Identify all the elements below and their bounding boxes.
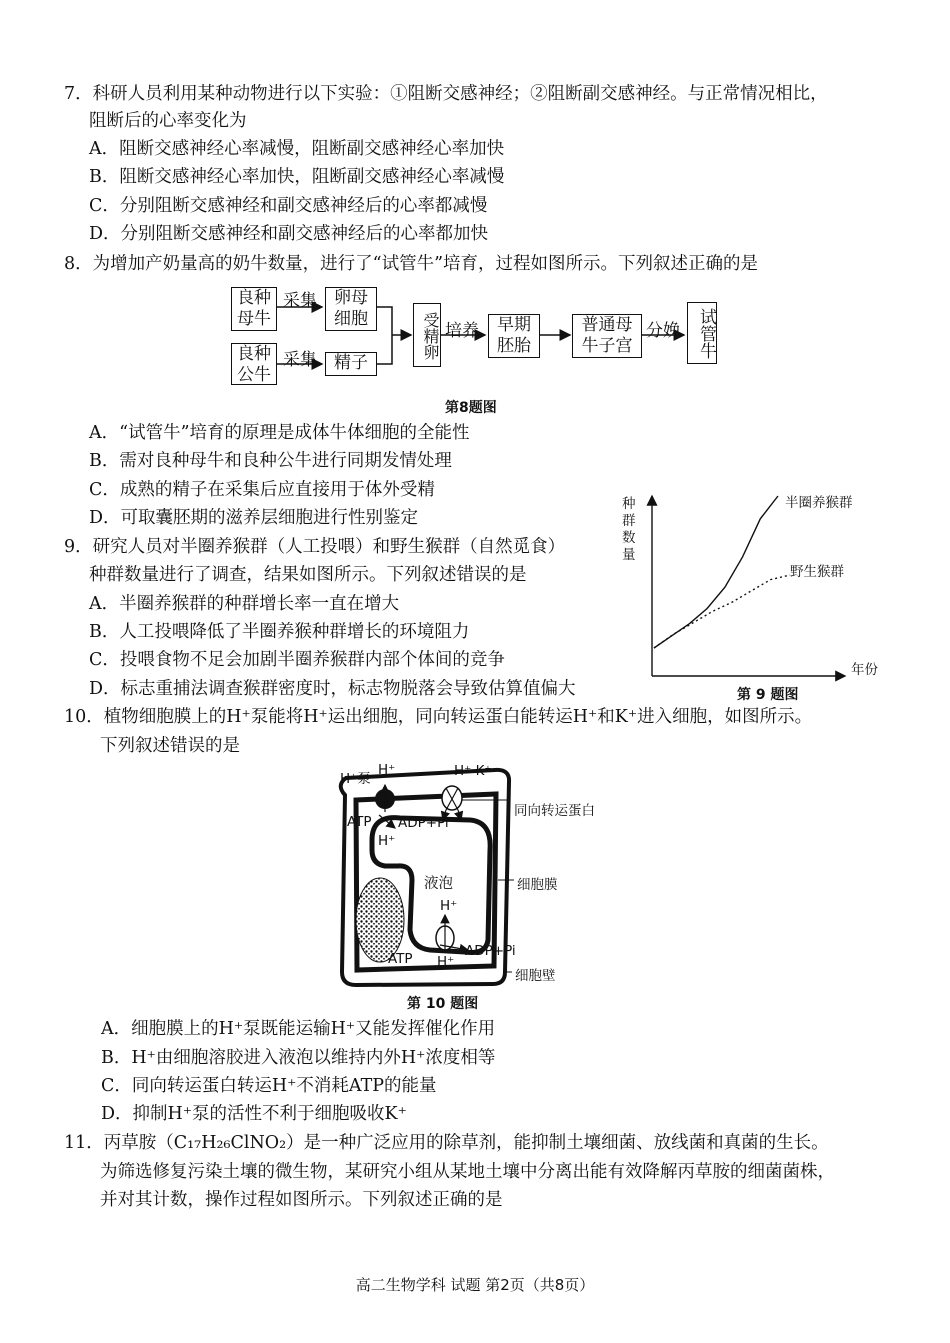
q8-caption: 第8题图 xyxy=(445,400,497,416)
q10-option-a: A．细胞膜上的H⁺泵既能运输H⁺又能发挥催化作用 xyxy=(101,1019,496,1039)
box-male-cattle: 良种 公牛 xyxy=(231,343,277,385)
q8-stem: 8．为增加产奶量高的奶牛数量，进行了“试管牛”培育，过程如图所示。下列叙述正确的是 xyxy=(64,254,759,274)
q9-option-c: C．投喂食物不足会加剧半圈养猴群内部个体间的竞争 xyxy=(89,650,505,670)
q7-stem-line2: 阻断后的心率变化为 xyxy=(89,111,247,131)
label-h-top: H⁺ xyxy=(378,762,396,778)
q7-option-b: B．阻断交感神经心率加快，阻断副交感神经心率减慢 xyxy=(89,167,505,187)
q9-option-d: D．标志重捕法调查猴群密度时，标志物脱落会导致估算值偏大 xyxy=(89,679,576,699)
label-birth: 分娩 xyxy=(646,321,680,341)
label-atp-top: ATP xyxy=(347,814,372,830)
dotted-organelle xyxy=(356,878,404,962)
q8-option-c: C．成熟的精子在采集后应直接用于体外受精 xyxy=(89,480,435,500)
q11-stem-line2: 为筛选修复污染土壤的微生物，某研究小组从某地土壤中分离出能有效降解丙草胺的细菌菌株， xyxy=(100,1162,835,1182)
legend-semi-captive: 半圈养猴群 xyxy=(785,495,853,511)
box-oocyte: 卵母 细胞 xyxy=(325,287,377,331)
label-h-k: H⁺ K⁺ xyxy=(454,763,492,779)
chart-x-label: 年份 xyxy=(851,662,878,678)
label-culture: 培养 xyxy=(445,321,479,341)
q7-option-a: A．阻断交感神经心率减慢，阻断副交感神经心率加快 xyxy=(89,139,505,159)
box-female-cattle: 良种 母牛 xyxy=(231,287,277,331)
box-sperm: 精子 xyxy=(325,352,377,376)
label-h-vacuole-top: H⁺ xyxy=(440,898,458,914)
q10-option-c: C．同向转运蛋白转运H⁺不消耗ATP的能量 xyxy=(101,1076,437,1096)
label-collect-2: 采集 xyxy=(283,350,317,370)
legend-wild: 野生猴群 xyxy=(790,564,844,580)
box-recipient-uterus: 普通母 牛子宫 xyxy=(572,314,642,358)
q9-stem-line2: 种群数量进行了调查，结果如图所示。下列叙述错误的是 xyxy=(89,565,527,585)
q9-caption: 第 9 题图 xyxy=(737,687,799,703)
q10-option-b: B．H⁺由细胞溶胶进入液泡以维持内外H⁺浓度相等 xyxy=(101,1048,496,1068)
label-vacuole: 液泡 xyxy=(424,876,453,892)
q8-option-b: B．需对良种母牛和良种公牛进行同期发情处理 xyxy=(89,451,452,471)
label-symporter: 同向转运蛋白 xyxy=(514,803,595,819)
q10-caption: 第 10 题图 xyxy=(407,996,479,1012)
label-adp-bottom: ADP+Pi xyxy=(465,943,516,959)
box-early-embryo: 早期 胚胎 xyxy=(488,314,540,358)
q7-stem-line1: 7．科研人员利用某种动物进行以下实验：①阻断交感神经；②阻断副交感神经。与正常情况相比， xyxy=(64,84,828,104)
chart-y-label: 种 群 数 量 xyxy=(622,496,636,563)
label-atp-bottom: ATP xyxy=(388,951,413,967)
q11-stem-line1: 11．丙草胺（C₁₇H₂₆ClNO₂）是一种广泛应用的除草剂，能抑制土壤细菌、放线菌和真菌的生长。 xyxy=(64,1133,829,1153)
box-zygote: 受精卵 xyxy=(413,303,441,367)
label-adp-top: ADP+Pi xyxy=(398,815,449,831)
label-h-below-pump: H⁺ xyxy=(378,833,396,849)
q11-stem-line3: 并对其计数，操作过程如图所示。下列叙述正确的是 xyxy=(100,1190,503,1210)
q9-option-a: A．半圈养猴群的种群增长率一直在增大 xyxy=(89,594,400,614)
q7-option-c: C．分别阻断交感神经和副交感神经后的心率都减慢 xyxy=(89,196,488,216)
q9-stem-line1: 9．研究人员对半圈养猴群（人工投喂）和野生猴群（自然觅食） xyxy=(64,537,566,557)
label-h-pump: H⁺泵 xyxy=(340,771,371,787)
box-test-tube-calf: 试管牛 xyxy=(687,302,717,364)
q10-stem-line1: 10．植物细胞膜上的H⁺泵能将H⁺运出细胞，同向转运蛋白能转运H⁺和K⁺进入细胞，如图所示。 xyxy=(64,707,813,727)
q8-option-d: D．可取囊胚期的滋养层细胞进行性别鉴定 xyxy=(89,508,419,528)
q9-option-b: B．人工投喂降低了半圈养猴种群增长的环境阻力 xyxy=(89,622,470,642)
page-footer: 高二生物学科 试题 第2页（共8页） xyxy=(355,1276,595,1294)
q10-option-d: D．抑制H⁺泵的活性不利于细胞吸收K⁺ xyxy=(101,1104,407,1124)
q10-stem-line2: 下列叙述错误的是 xyxy=(100,736,240,756)
q7-option-d: D．分别阻断交感神经和副交感神经后的心率都加快 xyxy=(89,224,489,244)
label-collect-1: 采集 xyxy=(283,291,317,311)
label-cell-wall: 细胞壁 xyxy=(515,968,556,984)
label-h-bottom: H⁺ xyxy=(437,954,455,970)
q8-option-a: A．“试管牛”培育的原理是成体牛体细胞的全能性 xyxy=(89,423,470,443)
label-membrane: 细胞膜 xyxy=(517,877,558,893)
